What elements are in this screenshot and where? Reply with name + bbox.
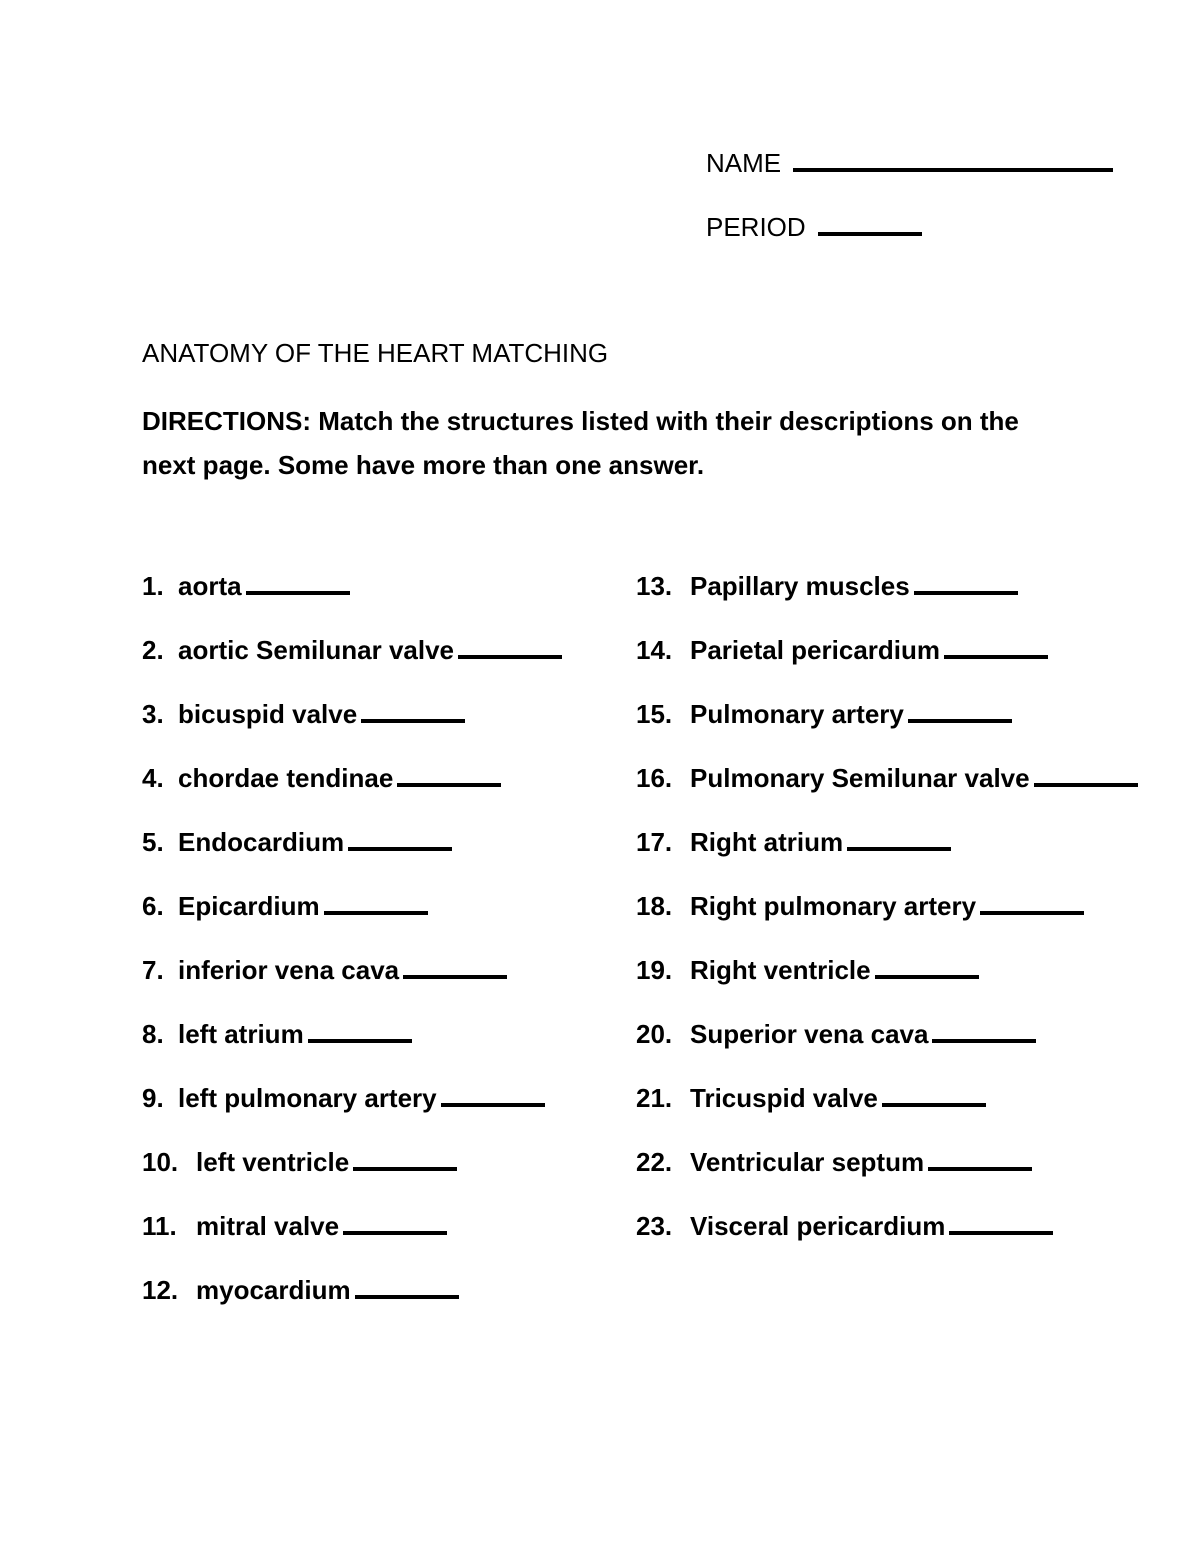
item-number: 8. — [142, 1019, 164, 1049]
item-number: 18. — [636, 891, 673, 921]
answer-blank[interactable] — [882, 1085, 986, 1107]
item-number: 1. — [142, 571, 164, 601]
answer-blank[interactable] — [847, 829, 951, 851]
item-number: 22. — [636, 1147, 673, 1177]
answer-blank[interactable] — [246, 573, 350, 595]
item-label: left pulmonary artery — [178, 1083, 437, 1113]
matching-item — [636, 1209, 1138, 1273]
matching-item — [636, 1145, 1138, 1209]
item-number: 16. — [636, 763, 673, 793]
matching-item — [142, 761, 562, 825]
page-title: ANATOMY OF THE HEART MATCHING — [142, 338, 609, 368]
item-label: Parietal pericardium — [690, 635, 940, 665]
answer-blank[interactable] — [348, 829, 452, 851]
answer-blank[interactable] — [458, 637, 562, 659]
item-label: Pulmonary artery — [690, 699, 904, 729]
left-column — [142, 569, 562, 1337]
item-label: Visceral pericardium — [690, 1211, 946, 1241]
answer-blank[interactable] — [928, 1149, 1032, 1171]
item-number: 4. — [142, 763, 164, 793]
item-number: 12. — [142, 1275, 179, 1305]
item-number: 3. — [142, 699, 164, 729]
item-label: Right pulmonary artery — [690, 891, 977, 921]
matching-item — [142, 1081, 562, 1145]
name-row — [706, 148, 1113, 178]
item-label: Tricuspid valve — [690, 1083, 878, 1113]
item-number: 5. — [142, 827, 164, 857]
item-number: 11. — [142, 1211, 177, 1241]
matching-item — [142, 1017, 562, 1081]
matching-item — [142, 633, 562, 697]
item-number: 23. — [636, 1211, 673, 1241]
item-number: 7. — [142, 955, 164, 985]
item-label: myocardium — [196, 1275, 351, 1305]
matching-item — [636, 1017, 1138, 1081]
directions: DIRECTIONS: Match the structures listed with their descriptions on the next page. Some have more than one answer. — [142, 406, 1019, 480]
period-blank[interactable] — [818, 214, 922, 236]
answer-blank[interactable] — [980, 893, 1084, 915]
item-label: inferior vena cava — [178, 955, 400, 985]
matching-item — [636, 953, 1138, 1017]
right-column — [636, 569, 1138, 1273]
matching-item — [636, 761, 1138, 825]
answer-blank[interactable] — [932, 1021, 1036, 1043]
matching-item — [142, 697, 562, 761]
item-label: Pulmonary Semilunar valve — [690, 763, 1030, 793]
item-number: 19. — [636, 955, 673, 985]
item-number: 17. — [636, 827, 673, 857]
item-label: mitral valve — [196, 1211, 340, 1241]
answer-blank[interactable] — [914, 573, 1018, 595]
matching-item — [636, 825, 1138, 889]
item-number: 10. — [142, 1147, 179, 1177]
item-label: Endocardium — [178, 827, 345, 857]
item-label: bicuspid valve — [178, 699, 358, 729]
item-label: Epicardium — [178, 891, 320, 921]
answer-blank[interactable] — [343, 1213, 447, 1235]
matching-item — [636, 569, 1138, 633]
answer-blank[interactable] — [1034, 765, 1138, 787]
item-label: Papillary muscles — [690, 571, 910, 601]
item-label: Superior vena cava — [690, 1019, 929, 1049]
matching-item — [636, 633, 1138, 697]
name-blank[interactable] — [793, 150, 1113, 172]
answer-blank[interactable] — [308, 1021, 412, 1043]
matching-item — [636, 889, 1138, 953]
item-label: Ventricular septum — [690, 1147, 925, 1177]
name-label: NAME — [706, 148, 782, 178]
period-label: PERIOD — [706, 212, 806, 242]
matching-item — [142, 569, 562, 633]
item-number: 14. — [636, 635, 673, 665]
matching-item — [142, 1145, 562, 1209]
period-row — [706, 212, 922, 242]
answer-blank[interactable] — [875, 957, 979, 979]
matching-item — [636, 1081, 1138, 1145]
item-label: Right ventricle — [690, 955, 871, 985]
answer-blank[interactable] — [397, 765, 501, 787]
answer-blank[interactable] — [949, 1213, 1053, 1235]
matching-item — [142, 1209, 562, 1273]
item-number: 13. — [636, 571, 673, 601]
matching-item — [636, 697, 1138, 761]
answer-blank[interactable] — [441, 1085, 545, 1107]
answer-blank[interactable] — [353, 1149, 457, 1171]
matching-item — [142, 953, 562, 1017]
item-number: 6. — [142, 891, 164, 921]
item-number: 21. — [636, 1083, 673, 1113]
item-label: aortic Semilunar valve — [178, 635, 455, 665]
answer-blank[interactable] — [944, 637, 1048, 659]
matching-item — [142, 825, 562, 889]
answer-blank[interactable] — [355, 1277, 459, 1299]
item-number: 2. — [142, 635, 164, 665]
item-label: Right atrium — [690, 827, 844, 857]
answer-blank[interactable] — [324, 893, 428, 915]
answer-blank[interactable] — [361, 701, 465, 723]
item-label: aorta — [178, 571, 242, 601]
matching-item — [142, 1273, 562, 1337]
item-label: chordae tendinae — [178, 763, 394, 793]
item-number: 20. — [636, 1019, 673, 1049]
item-label: left atrium — [178, 1019, 304, 1049]
answer-blank[interactable] — [403, 957, 507, 979]
item-label: left ventricle — [196, 1147, 350, 1177]
item-number: 15. — [636, 699, 673, 729]
answer-blank[interactable] — [908, 701, 1012, 723]
item-number: 9. — [142, 1083, 164, 1113]
matching-item — [142, 889, 562, 953]
